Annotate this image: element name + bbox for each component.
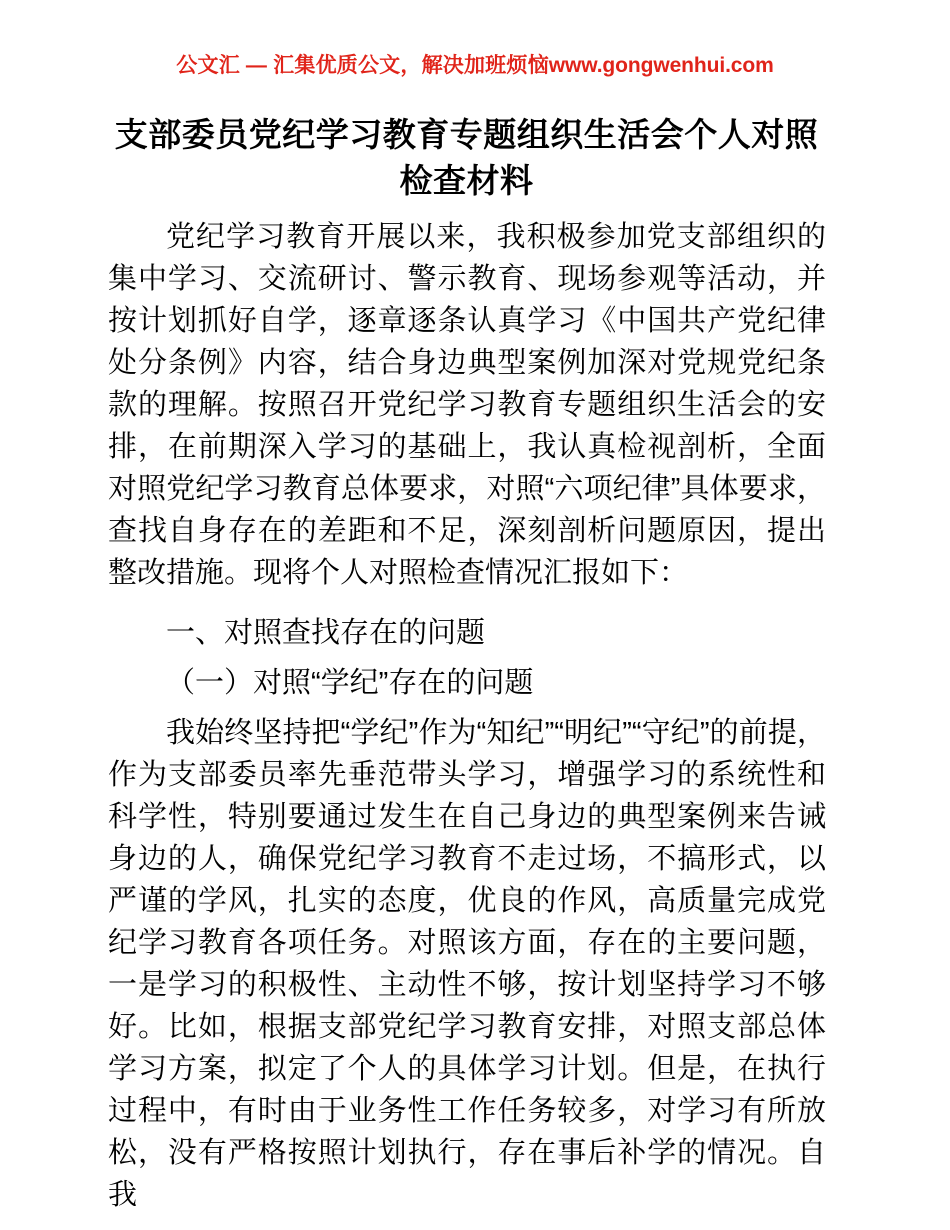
paragraph-spacer — [108, 598, 826, 612]
site-banner-text: 公文汇 — 汇集优质公文，解决加班烦恼 — [176, 54, 549, 77]
heading-section-1: 一、对照查找存在的问题 — [166, 617, 486, 649]
site-banner — [0, 55, 950, 76]
paragraph-intro: 党纪学习教育开展以来，我积极参加党支部组织的集中学习、交流研讨、警示教育、现场参观等活动，并按计划抓好自学，逐章逐条认真学习《中国共产党纪律处分条例》内容，结合身边典型案例加深对党规党纪条款的理解。按照召开党纪学习教育专题组织生活会的安排，在前期深入学习的基础上，我认真检视剖析，全面对照党纪学习教育总体要求，对照“六项纪律”具体要求，查找自身存在的差距和不足，深刻剖析问题原因，提出整改措施。现将个人对照检查情况汇报如下： — [108, 221, 826, 589]
site-banner-url: www.gongwenhui.com — [548, 54, 774, 77]
heading-spacer-2 — [108, 704, 826, 712]
document-body — [108, 216, 826, 1220]
page-title: 支部委员党纪学习教育专题组织生活会个人对照检查材料 — [114, 116, 819, 199]
heading-section-1-1: （一）对照“学纪”存在的问题 — [166, 667, 534, 699]
heading-spacer — [108, 654, 826, 662]
paragraph-section-1-1-body: 我始终坚持把“学纪”作为“知纪”“明纪”“守纪”的前提，作为支部委员率先垂范带头学习，增强学习的系统性和科学性，特别要通过发生在自己身边的典型案例来告诫身边的人，确保党纪学习教育不走过场，不搞形式，以严谨的学风，扎实的态度，优良的作风，高质量完成党纪学习教育各项任务。对照该方面，存在的主要问题，一是学习的积极性、主动性不够，按计划坚持学习不够好。比如，根据支部党纪学习教育安排，对照支部总体学习方案，拟定了个人的具体学习计划。但是，在执行过程中，有时由于业务性工作任务较多，对学习有所放松，没有严格按照计划执行，存在事后补学的情况。自我 — [108, 717, 826, 1211]
